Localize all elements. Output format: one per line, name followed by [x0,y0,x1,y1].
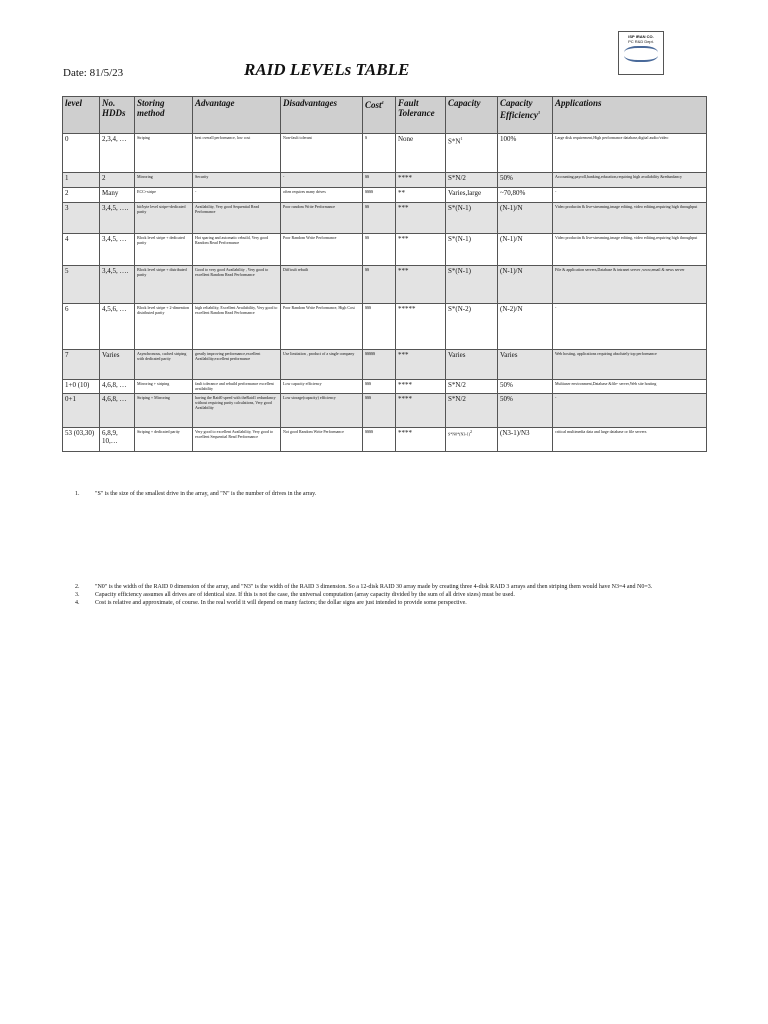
cell-applications-text: - [555,395,557,400]
cell-advantage [193,134,281,173]
column-header [446,97,498,134]
cell-method-text: Mirroring [137,174,153,179]
footnote-marker: 4 [381,100,384,105]
cell-hdds [100,350,135,380]
cell-efficiency [498,188,553,203]
cell-method [135,304,193,350]
cell-hdds [100,428,135,452]
cell-capacity [446,188,498,203]
table-row [63,266,707,304]
cell-hdds-text: 4,5,6, … [102,305,127,313]
cell-capacity-text: S*(N-1) [448,204,471,212]
cell-level [63,304,100,350]
cell-capacity [446,304,498,350]
cell-level [63,428,100,452]
document-date: Date: 81/5/23 [63,67,124,79]
cell-level-text: 7 [65,351,69,359]
cell-applications-text: - [555,305,557,310]
cell-fault-text: **** [398,174,412,182]
cell-hdds-text: 2 [102,174,106,182]
cell-fault-text: **** [398,381,412,389]
table-row [63,203,707,234]
footnote-marker: 2 [470,429,472,434]
cell-applications [553,394,707,428]
cell-efficiency [498,428,553,452]
cell-advantage [193,266,281,304]
page-title: RAID LEVELs TABLE [244,60,410,79]
cell-advantage [193,394,281,428]
cell-hdds-text: Many [102,189,119,197]
cell-method-text: Block level stripe + dedicated parity [137,235,185,245]
cell-advantage [193,304,281,350]
cell-level-text: 6 [65,305,69,313]
column-header [100,97,135,134]
cell-capacity-text: S*N [448,137,461,146]
cell-advantage-text: greatly improving performance,excellent Availability,excellent performance [195,351,261,361]
column-header [363,97,396,134]
cell-efficiency-text: 100% [500,135,517,143]
cell-method-text: Mirroring + striping [137,381,170,386]
cell-efficiency-text: Varies [500,351,518,359]
cell-applications [553,380,707,394]
footnote [75,600,715,607]
cell-efficiency [498,266,553,304]
cell-cost-text: $$$$$ [365,351,375,356]
column-header [396,97,446,134]
cell-hdds-text: 3,4,5, …. [102,267,129,275]
table-row [63,173,707,188]
cell-capacity [446,173,498,188]
table-row [63,380,707,394]
cell-method [135,380,193,394]
cell-cost-text: $$ [365,267,369,272]
cell-disadvantage [281,350,363,380]
cell-efficiency-text: (N-2)/N [500,305,523,313]
cell-level-text: 5 [65,267,69,275]
cell-fault [396,266,446,304]
logo-department: PC R&D Dept. [628,39,654,44]
column-header [135,97,193,134]
cell-method [135,350,193,380]
cell-disadvantage [281,394,363,428]
cell-efficiency [498,350,553,380]
cell-method-text: Block level stripe + distributed parity [137,267,187,277]
cell-cost [363,428,396,452]
footnote-number: 3. [75,592,80,598]
cell-cost [363,380,396,394]
cell-efficiency-text: (N-1)/N [500,267,523,275]
cell-method-text: Asynchronous, cached striping with dedicated parity [137,351,187,361]
cell-hdds-text: 4,6,8, … [102,381,127,389]
column-header [63,97,100,134]
cell-disadvantage-text: Difficult rebuilt [283,267,309,272]
cell-advantage-text: - [195,189,197,194]
cell-method [135,134,193,173]
cell-advantage [193,428,281,452]
cell-cost-text: $$ [365,204,369,209]
cell-cost [363,394,396,428]
cell-capacity-text: Varies [448,351,466,359]
cell-capacity-text: S*(N-1) [448,267,471,275]
cell-fault [396,380,446,394]
cell-method [135,234,193,266]
cell-method-text: ECC+stripe [137,189,156,194]
cell-cost [363,234,396,266]
cell-level-text: 3 [65,204,69,212]
cell-advantage-text: best overall performance, low cost [195,135,251,140]
cell-method-text: Striping + dedicated parity [137,429,180,434]
logo-emblem-icon [624,46,658,62]
cell-hdds [100,304,135,350]
cell-applications [553,350,707,380]
footnote-marker: 3 [537,110,540,115]
cell-disadvantage-text: Poor Random Write Performance [283,235,337,240]
cell-efficiency-text: ~70,80% [500,189,526,197]
cell-level-text: 4 [65,235,69,243]
cell-disadvantage-text: Use limitation , product of a single company [283,351,355,356]
cell-efficiency-text: (N-1)/N [500,235,523,243]
cell-method [135,188,193,203]
cell-fault-text: **** [398,429,412,437]
cell-cost-text: $$ [365,174,369,179]
cell-fault [396,173,446,188]
cell-method [135,394,193,428]
table-row [63,350,707,380]
column-header [553,97,707,134]
cell-level-text: 0 [65,135,69,143]
cell-method-text: Striping [137,135,150,140]
cell-efficiency-text: 50% [500,174,513,182]
cell-applications-text: - [555,189,557,194]
column-header-label: Applications [555,98,602,108]
cell-efficiency [498,380,553,394]
cell-applications [553,173,707,188]
cell-hdds [100,266,135,304]
cell-disadvantage [281,173,363,188]
cell-fault [396,304,446,350]
footnote-marker: 1 [460,136,463,141]
cell-cost-text: $$$$ [365,189,373,194]
cell-applications [553,428,707,452]
cell-hdds [100,234,135,266]
cell-level-text: 0+1 [65,395,76,403]
cell-method-text: Striping + Mirroring [137,395,170,400]
table-body [63,134,707,452]
cell-disadvantage [281,134,363,173]
table-row [63,304,707,350]
cell-fault [396,428,446,452]
cell-disadvantage-text: - [283,174,285,179]
cell-fault-text: ***** [398,305,416,313]
cell-cost [363,304,396,350]
cell-cost-text: $$ [365,235,369,240]
footnote [75,592,715,599]
cell-cost [363,350,396,380]
cell-capacity [446,203,498,234]
cell-applications [553,134,707,173]
cell-level-text: 1+0 (10) [65,381,90,389]
cell-fault-text: **** [398,395,412,403]
cell-level [63,173,100,188]
cell-advantage [193,380,281,394]
cell-disadvantage [281,304,363,350]
footnote-number: 1. [75,491,80,497]
cell-cost [363,134,396,173]
cell-advantage-text: Availability, Very good Sequential Read Performance [195,204,260,214]
table-row [63,188,707,203]
cell-efficiency-text: 50% [500,395,513,403]
cell-method-text: bit/byte level stripe+dedicated parity [137,204,186,214]
cell-hdds [100,134,135,173]
cell-cost-text: $$$ [365,395,371,400]
cell-disadvantage [281,380,363,394]
column-header-label: Disadvantages [283,98,337,108]
cell-capacity-text: S*N0*(N3-1) [448,431,470,437]
cell-method [135,173,193,188]
cell-applications-text: File & application servers,Database & intranet server ,www,email & news server [555,267,685,272]
cell-capacity [446,380,498,394]
cell-advantage-text: Hot sparing and automatic rebuild, Very good Random Read Performance [195,235,269,245]
cell-fault [396,188,446,203]
cell-capacity-text: S*(N-1) [448,235,471,243]
cell-fault [396,350,446,380]
cell-disadvantage [281,188,363,203]
cell-hdds-text: 3,4,5, …. [102,204,129,212]
cell-cost [363,173,396,188]
footnote-text: Capacity efficiency assumes all drives are of identical size. If this is not the case, the universal computation (array capacity divided by the sum of all drive sizes) must be used. [95,592,515,598]
cell-level [63,203,100,234]
cell-advantage-text: Good to very good Availability , Very good to excellent Random Read Performance [195,267,269,277]
footnote-list-top [75,491,715,499]
cell-cost-text: $ [365,135,367,140]
cell-method [135,203,193,234]
cell-disadvantage-text: Poor Random Write Performance, High Cost [283,305,355,310]
cell-capacity [446,134,498,173]
cell-applications-text: critical multimedia data and large database or file servers [555,429,647,434]
cell-capacity-text: S*(N-2) [448,305,471,313]
cell-hdds [100,173,135,188]
cell-capacity-text: S*N/2 [448,395,466,403]
column-header-label: No. HDDs [102,98,126,118]
cell-hdds [100,188,135,203]
cell-disadvantage-text: Not good Random Write Performance [283,429,344,434]
cell-cost [363,266,396,304]
column-header-label: Cost [365,100,382,110]
cell-applications [553,203,707,234]
cell-capacity [446,428,498,452]
cell-cost-text: $$$$ [365,429,373,434]
cell-level [63,380,100,394]
cell-disadvantage-text: Poor random Write Performance [283,204,336,209]
cell-advantage-text: having the Raid0 speed with theRaid1 redundancy without requiring parity calculations, Very good Availability [195,395,276,410]
cell-applications-text: Accounting,payroll,banking,education,requiring high availability &redundancy [555,174,682,179]
table-row [63,394,707,428]
cell-applications [553,234,707,266]
cell-disadvantage [281,428,363,452]
cell-cost [363,188,396,203]
cell-level [63,134,100,173]
cell-method [135,428,193,452]
column-header-label: Storing method [137,98,165,118]
footnote-number: 2. [75,584,80,590]
cell-disadvantage [281,266,363,304]
cell-hdds [100,380,135,394]
column-header-label: Capacity [448,98,481,108]
cell-hdds-text: 3,4,5, … [102,235,127,243]
cell-hdds [100,203,135,234]
cell-cost-text: $$$ [365,305,371,310]
cell-capacity-text: S*N/2 [448,381,466,389]
column-header [498,97,553,134]
cell-applications [553,304,707,350]
cell-applications-text: Video productin & live-streaming,image editing, video editing,requiring high throughput [555,204,698,209]
cell-fault [396,394,446,428]
cell-fault [396,234,446,266]
cell-fault [396,134,446,173]
cell-applications-text: Large disk requirement,High performance database,digital audio/video [555,135,669,140]
cell-efficiency [498,304,553,350]
cell-advantage [193,203,281,234]
cell-capacity-text: S*N/2 [448,174,466,182]
cell-capacity [446,266,498,304]
cell-hdds-text: 2,3,4, … [102,135,127,143]
cell-hdds-text: Varies [102,351,120,359]
cell-applications [553,188,707,203]
cell-efficiency [498,234,553,266]
cell-hdds-text: 6,8,9, 10,… [102,429,118,445]
column-header-label: level [65,98,82,108]
table-header-row [63,97,707,134]
cell-disadvantage [281,234,363,266]
footnote-text: "S" is the size of the smallest drive in the array, and "N" is the number of drives in the array. [95,491,317,497]
cell-hdds [100,394,135,428]
cell-advantage [193,173,281,188]
cell-method-text: Block level stripe + 2-dimention distributed parity [137,305,190,315]
cell-efficiency [498,173,553,188]
cell-advantage-text: Very good to excellent Availability, Very good to excellent Sequential Read Performance [195,429,274,439]
cell-efficiency-text: (N3-1)/N3 [500,429,530,437]
company-logo [618,31,664,75]
cell-fault-text: *** [398,204,409,212]
cell-level [63,266,100,304]
column-header-label: Fault Tolerance [398,98,435,118]
cell-disadvantage-text: Low storage(capacity) efficiency [283,395,336,400]
cell-efficiency-text: (N-1)/N [500,204,523,212]
cell-applications-text: Multiuser environment,Database &file- server,Web site hosting [555,381,657,386]
cell-level-text: 2 [65,189,69,197]
column-header [281,97,363,134]
cell-level [63,394,100,428]
cell-capacity [446,394,498,428]
cell-fault-text: None [398,135,414,143]
cell-applications-text: Web hosting, applications requiring absolutely top performance [555,351,657,356]
cell-disadvantage-text: often requires many drives [283,189,326,194]
cell-advantage-text: high reliability, Excellent Availability, Very good to excellent Random Read Performance [195,305,278,315]
cell-fault-text: *** [398,235,409,243]
cell-cost [363,203,396,234]
cell-disadvantage-text: Non-fault tolerant [283,135,312,140]
cell-disadvantage-text: Low capacity efficiency [283,381,322,386]
cell-level [63,188,100,203]
footnote-list-bottom [75,584,715,608]
cell-advantage [193,188,281,203]
cell-efficiency [498,134,553,173]
cell-capacity-text: Varies,large [448,189,482,197]
cell-fault-text: *** [398,351,409,359]
cell-method [135,266,193,304]
cell-advantage-text: fault tolerance and rebuild performance excellent availability [195,381,274,391]
cell-applications [553,266,707,304]
cell-fault-text: ** [398,189,405,197]
footnote [75,491,715,498]
cell-capacity [446,234,498,266]
column-header [193,97,281,134]
raid-levels-table [62,96,707,452]
logo-company-name: ISP IRAN CO. [628,34,654,39]
cell-efficiency [498,203,553,234]
column-header-label: Advantage [195,98,235,108]
column-header-label: Capacity Efficiency [500,98,538,120]
cell-cost-text: $$$ [365,381,371,386]
footnote-number: 4. [75,600,80,606]
cell-advantage [193,350,281,380]
cell-level [63,350,100,380]
cell-fault-text: *** [398,267,409,275]
table-row [63,428,707,452]
footnote-text: Cost is relative and approximate, of course. In the real world it will depend on many factors; the dollar signs are just intended to provide some perspective. [95,600,467,606]
table-row [63,134,707,173]
cell-advantage [193,234,281,266]
footnote [75,584,715,591]
cell-applications-text: Video productin & live-streaming,image editing, video editing,requiring high throughput [555,235,698,240]
cell-efficiency [498,394,553,428]
cell-efficiency-text: 50% [500,381,513,389]
cell-advantage-text: Security [195,174,209,179]
cell-level-text: 53 (03,30) [65,429,95,437]
cell-disadvantage [281,203,363,234]
cell-fault [396,203,446,234]
table-row [63,234,707,266]
cell-level [63,234,100,266]
cell-capacity [446,350,498,380]
footnote-text: "N0" is the width of the RAID 0 dimension of the array, and "N3" is the width of the RAID 3 dimension. So a 12-disk RAID 30 array made by creating three 4-disk RAID 3 arrays and then striping them would have N3=4 and N0=3. [95,584,653,590]
cell-hdds-text: 4,6,8, … [102,395,127,403]
cell-level-text: 1 [65,174,69,182]
